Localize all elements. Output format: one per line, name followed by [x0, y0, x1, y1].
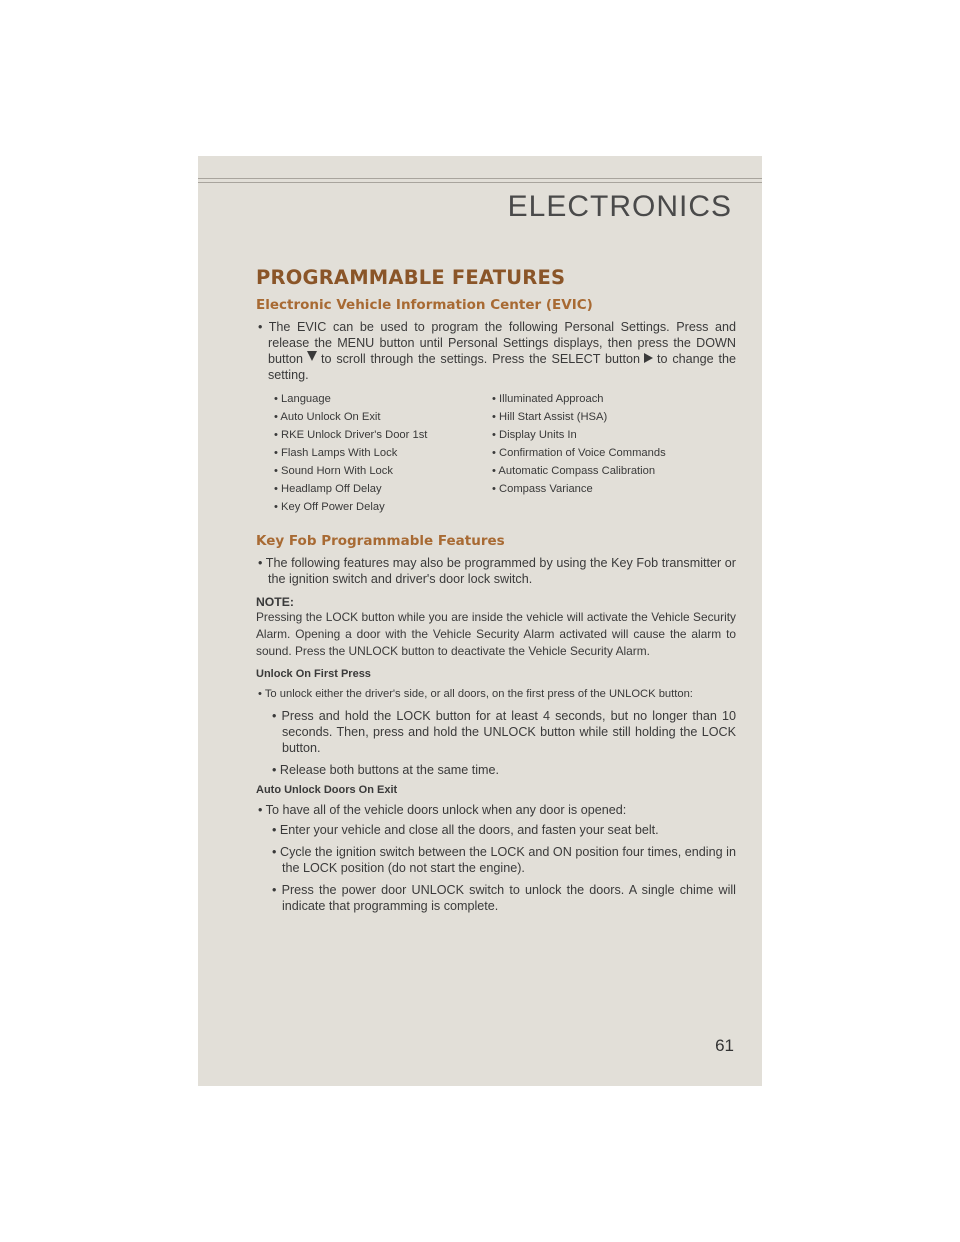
- evic-intro: [256, 319, 736, 383]
- evic-intro-part3: to change the setting.: [268, 352, 737, 382]
- auto-unlock-step: • Cycle the ignition switch between the LOCK and ON position four times, ending in the LOCK position (do not start the engine).: [272, 845, 736, 875]
- manual-page: [198, 156, 762, 1086]
- header-rule-bottom: [198, 182, 762, 183]
- feature-item: • Flash Lamps With Lock: [274, 447, 398, 459]
- page-title: PROGRAMMABLE FEATURES: [256, 266, 566, 289]
- feature-item: • RKE Unlock Driver's Door 1st: [274, 429, 428, 441]
- unlock-first-press-step: • Press and hold the LOCK button for at least 4 seconds, but no longer than 10 seconds. Then, press and hold the UNLOCK button while still holding the LOCK button.: [272, 709, 736, 755]
- unlock-first-press-step: • Release both buttons at the same time.: [272, 763, 500, 777]
- feature-item: • Compass Variance: [492, 483, 593, 495]
- feature-item: • Headlamp Off Delay: [274, 483, 382, 495]
- section-header: ELECTRONICS: [507, 190, 732, 223]
- auto-unlock-step: • Enter your vehicle and close all the doors, and fasten your seat belt.: [272, 823, 659, 837]
- auto-unlock-step: • Press the power door UNLOCK switch to unlock the doors. A single chime will indicate that programming is complete.: [272, 883, 736, 913]
- feature-item: • Illuminated Approach: [492, 393, 604, 405]
- feature-item: • Key Off Power Delay: [274, 501, 385, 513]
- page-number: 61: [715, 1036, 734, 1055]
- feature-item: • Confirmation of Voice Commands: [492, 447, 666, 459]
- feature-list: [274, 391, 736, 515]
- feature-item: • Hill Start Assist (HSA): [492, 411, 608, 423]
- feature-item: • Language: [274, 393, 331, 405]
- note-label: NOTE:: [256, 595, 294, 609]
- keyfob-intro: • The following features may also be programmed by using the Key Fob transmitter or the ignition switch and driver's door lock switch.: [258, 556, 736, 586]
- auto-unlock-bullet: • To have all of the vehicle doors unlock when any door is opened:: [258, 803, 627, 817]
- keyfob-heading: Key Fob Programmable Features: [256, 533, 505, 549]
- auto-unlock-heading: Auto Unlock Doors On Exit: [256, 784, 398, 796]
- page-content: [256, 266, 736, 920]
- header-rule-top: [198, 178, 762, 179]
- right-arrow-icon: [644, 353, 653, 363]
- note-text: Pressing the LOCK button while you are inside the vehicle will activate the Vehicle Security Alarm. Opening a door with the Vehicle Security Alarm activated will cause the alarm to sound. Press the UNLOCK button to deactivate the Vehicle Security Alarm.: [256, 610, 736, 658]
- unlock-first-press-bullet: • To unlock either the driver's side, or all doors, on the first press of the UNLOCK button:: [258, 688, 693, 700]
- down-arrow-icon: [307, 351, 317, 361]
- feature-item: • Auto Unlock On Exit: [274, 411, 381, 423]
- evic-heading: Electronic Vehicle Information Center (EVIC): [256, 297, 593, 313]
- unlock-first-press-heading: Unlock On First Press: [256, 668, 371, 680]
- feature-item: [492, 499, 752, 515]
- feature-item: • Sound Horn With Lock: [274, 465, 393, 477]
- feature-item: • Automatic Compass Calibration: [492, 465, 656, 477]
- evic-intro-part1: • The EVIC can be used to program the following Personal Settings. Press and release the MENU button until Personal Settings displays, then press the DOWN button: [258, 320, 736, 366]
- evic-intro-part2: to scroll through the settings. Press the SELECT button: [321, 352, 641, 366]
- feature-item: • Display Units In: [492, 429, 577, 441]
